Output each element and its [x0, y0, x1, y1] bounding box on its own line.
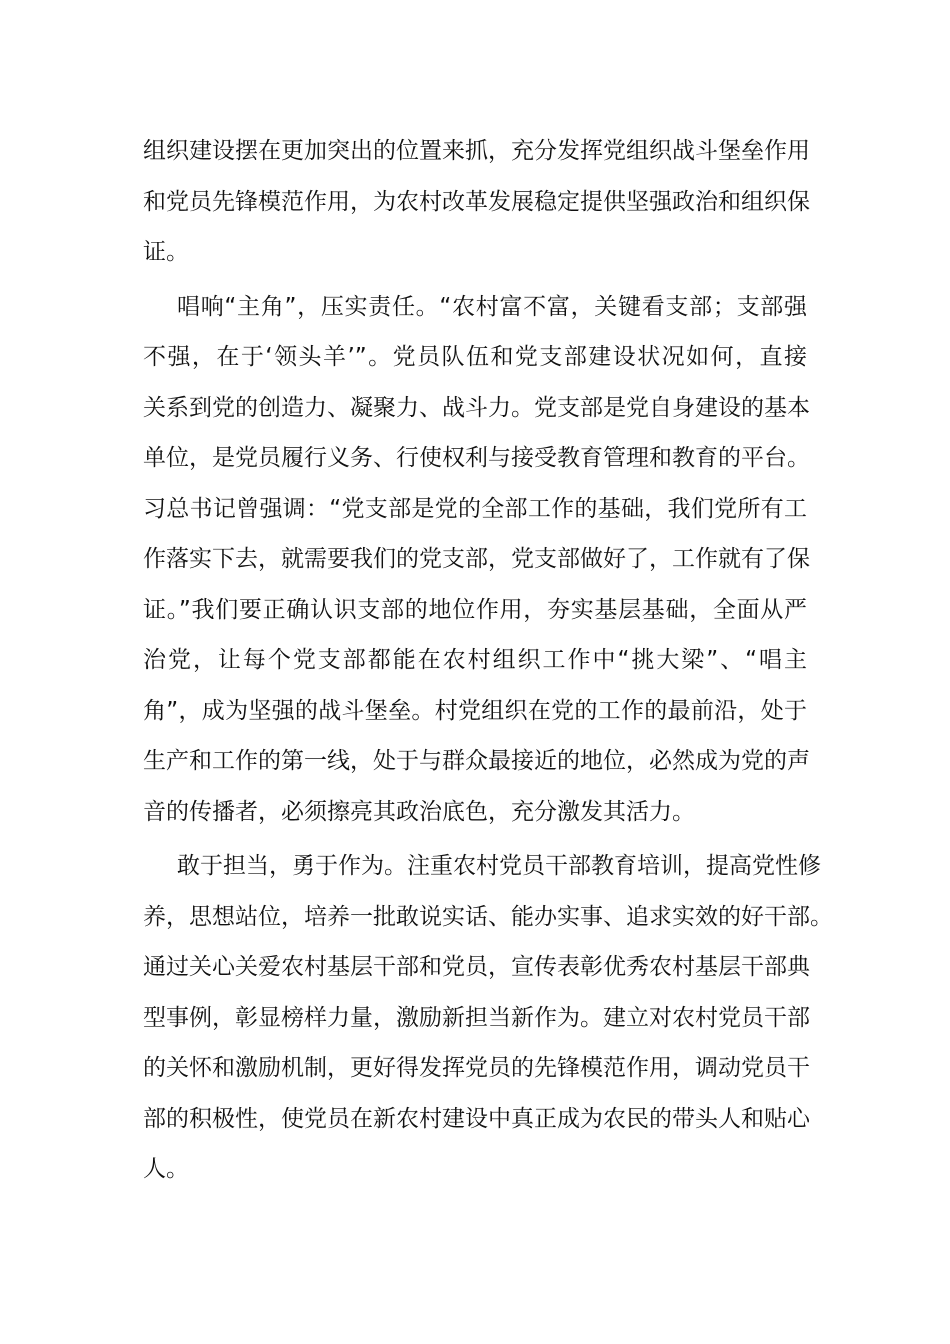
text-line: 敢于担当，勇于作为。注重农村党员干部教育培训，提高党性修: [177, 853, 821, 879]
text-line: 证。: [143, 239, 189, 265]
text-line: 生产和工作的第一线，处于与群众最接近的地位，必然成为党的声: [143, 748, 810, 774]
text-line: 作落实下去，就需要我们的党支部，党支部做好了，工作就有了保: [143, 546, 810, 572]
text-line: 唱响“主角”，压实责任。“农村富不富，关键看支部；支部强: [177, 293, 807, 320]
text-line: 通过关心关爱农村基层干部和党员，宣传表彰优秀农村基层干部典: [143, 954, 810, 980]
text-line: 型事例，彰显榜样力量，激励新担当新作为。建立对农村党员干部: [143, 1004, 810, 1031]
text-line: 和党员先锋模范作用，为农村改革发展稳定提供坚强政治和组织保: [143, 188, 810, 215]
text-line: 养，思想站位，培养一批敢说实话、能办实事、追求实效的好干部。: [143, 903, 833, 930]
paragraph-3: [143, 841, 833, 1195]
text-line: 单位，是党员履行义务、行使权利与接受教育管理和教育的平台。: [143, 445, 810, 471]
text-line: 治党，让每个党支部都能在农村组织工作中“挑大梁”、“唱主: [143, 647, 807, 673]
text-line: 组织建设摆在更加突出的位置来抓，充分发挥党组织战斗堡垒作用: [143, 138, 810, 164]
text-line: 角”，成为坚强的战斗堡垒。村党组织在党的工作的最前沿，处于: [143, 697, 807, 724]
document-body: [143, 126, 833, 1195]
text-line: 音的传播者，必须擦亮其政治底色，充分激发其活力。: [143, 798, 695, 825]
paragraph-2: [143, 282, 810, 838]
text-line: 的关怀和激励机制，更好得发挥党员的先锋模范作用，调动党员干: [143, 1055, 810, 1081]
text-line: 部的积极性，使党员在新农村建设中真正成为农民的带头人和贴心: [143, 1105, 810, 1132]
text-line: 人。: [143, 1156, 189, 1182]
text-line: 习总书记曾强调：“党支部是党的全部工作的基础，我们党所有工: [143, 495, 807, 522]
text-line: 关系到党的创造力、凝聚力、战斗力。党支部是党自身建设的基本: [143, 394, 810, 421]
text-line: 不强，在于‘领头羊’”。党员队伍和党支部建设状况如何，直接: [143, 344, 807, 370]
text-line: 证。”我们要正确认识支部的地位作用，夯实基层基础，全面从严: [143, 596, 807, 623]
paragraph-1: [143, 126, 810, 278]
